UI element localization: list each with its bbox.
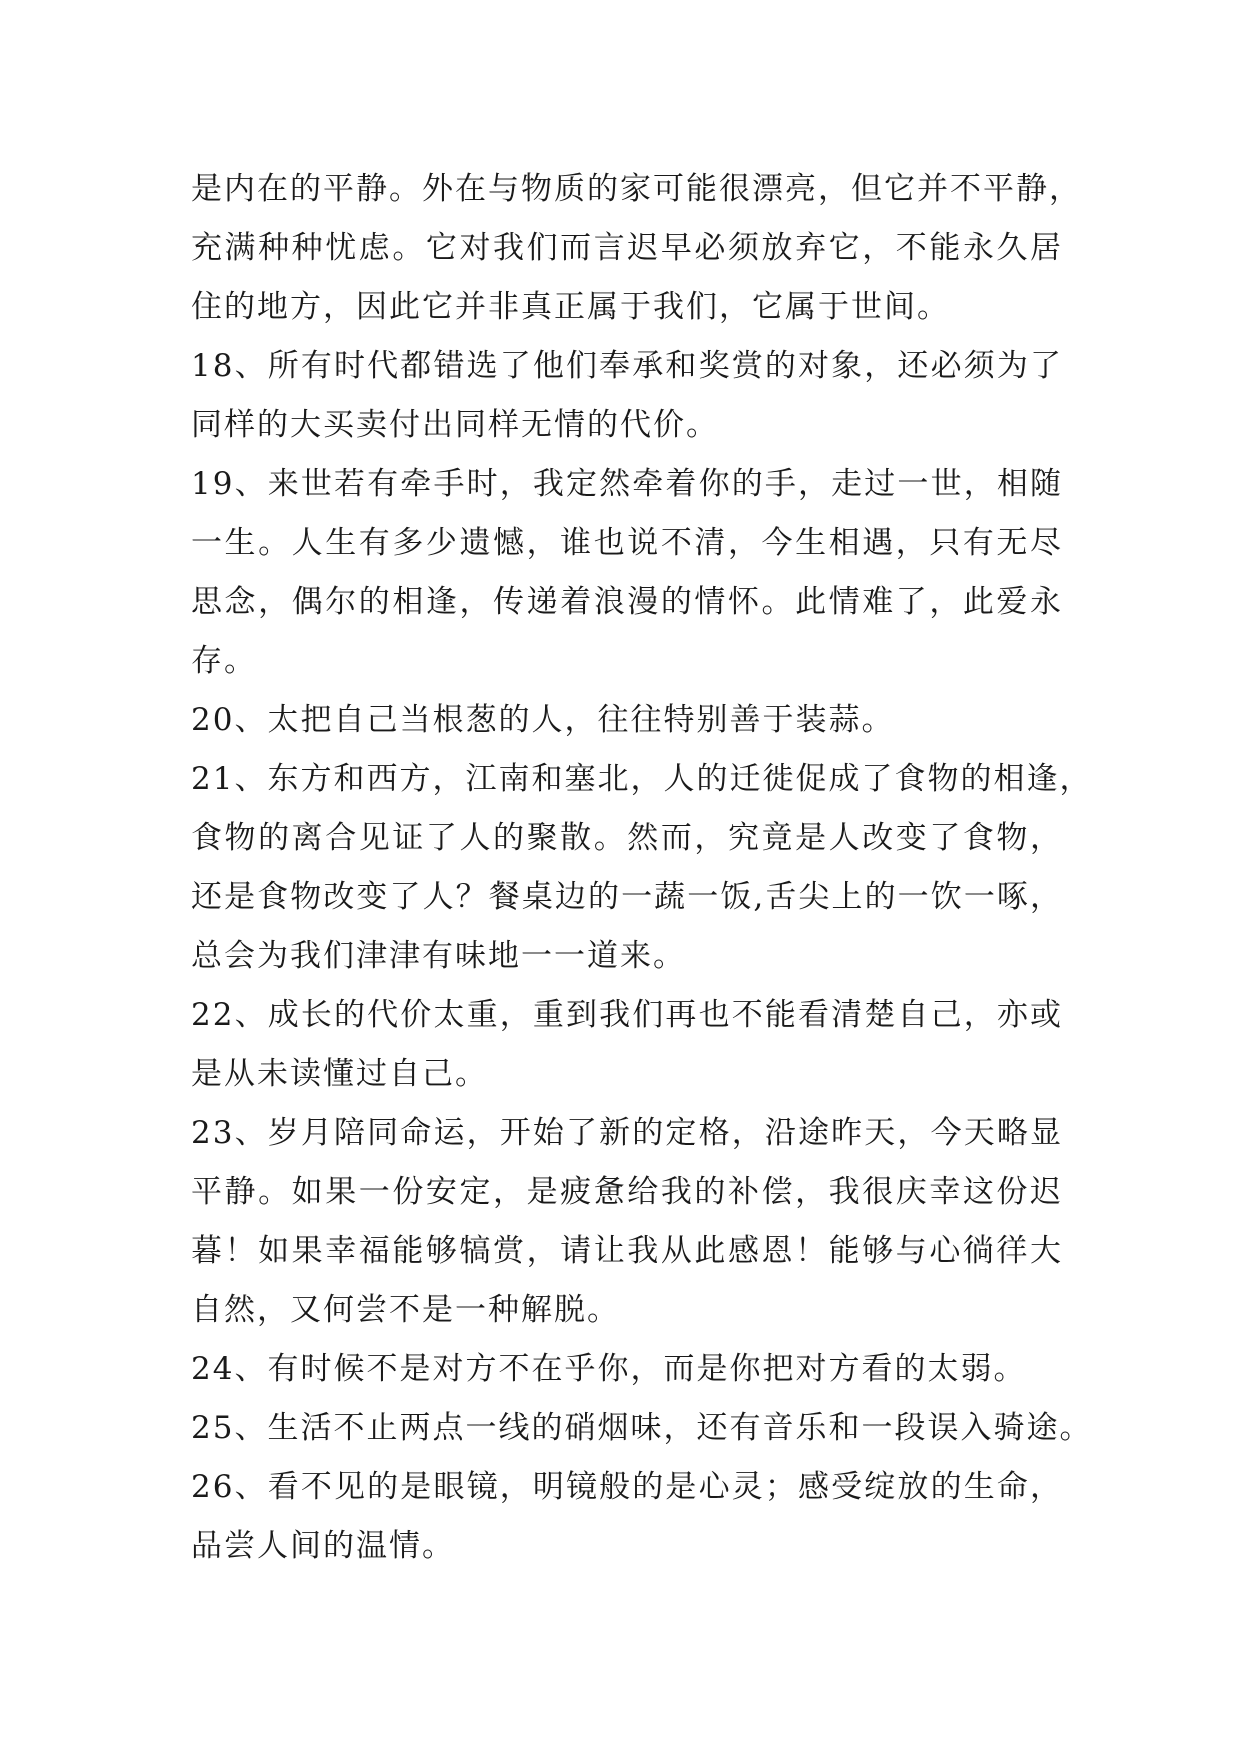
text-line: 是从未读懂过自己。 bbox=[191, 1056, 488, 1092]
paragraph bbox=[191, 1399, 1093, 1458]
text-line: 24、有时候不是对方不在乎你，而是你把对方看的太弱。 bbox=[191, 1351, 1027, 1387]
text-line: 是内在的平静。外在与物质的家可能很漂亮，但它并不平静， bbox=[191, 171, 1082, 207]
paragraph bbox=[191, 455, 1063, 691]
paragraph bbox=[191, 691, 1063, 750]
text-line: 18、所有时代都错选了他们奉承和奖赏的对象，还必须为了 bbox=[191, 348, 1063, 384]
document-body bbox=[191, 160, 1093, 1576]
text-line: 26、看不见的是眼镜，明镜般的是心灵；感受绽放的生命， bbox=[191, 1469, 1063, 1505]
paragraph bbox=[191, 1458, 1063, 1576]
paragraph bbox=[191, 337, 1063, 455]
text-line: 一生。人生有多少遗憾，谁也说不清，今生相遇，只有无尽 bbox=[191, 525, 1063, 561]
text-line: 品尝人间的温情。 bbox=[191, 1528, 455, 1564]
text-line: 充满种种忧虑。它对我们而言迟早必须放弃它，不能永久居 bbox=[191, 230, 1063, 266]
paragraph bbox=[191, 1104, 1063, 1340]
text-line: 食物的离合见证了人的聚散。然而，究竟是人改变了食物， bbox=[191, 820, 1063, 856]
paragraph bbox=[191, 986, 1063, 1104]
text-line: 23、岁月陪同命运，开始了新的定格，沿途昨天，今天略显 bbox=[191, 1115, 1063, 1151]
text-line: 21、东方和西方，江南和塞北，人的迁徙促成了食物的相逢， bbox=[191, 761, 1093, 797]
text-line: 住的地方，因此它并非真正属于我们，它属于世间。 bbox=[191, 289, 950, 325]
text-line: 25、生活不止两点一线的硝烟味，还有音乐和一段误入骑途。 bbox=[191, 1410, 1093, 1446]
text-line: 总会为我们津津有味地一一道来。 bbox=[191, 938, 686, 974]
text-line: 19、来世若有牵手时，我定然牵着你的手，走过一世，相随 bbox=[191, 466, 1063, 502]
paragraph bbox=[191, 1340, 1063, 1399]
text-line: 暮！如果幸福能够犒赏，请让我从此感恩！能够与心徜徉大 bbox=[191, 1233, 1063, 1269]
text-line: 存。 bbox=[191, 643, 257, 679]
paragraph bbox=[191, 160, 1082, 337]
text-line: 22、成长的代价太重，重到我们再也不能看清楚自己，亦或 bbox=[191, 997, 1063, 1033]
text-line: 思念，偶尔的相逢，传递着浪漫的情怀。此情难了，此爱永 bbox=[191, 584, 1063, 620]
text-line: 同样的大买卖付出同样无情的代价。 bbox=[191, 407, 719, 443]
paragraph bbox=[191, 750, 1093, 986]
text-line: 还是食物改变了人？餐桌边的一蔬一饭,舌尖上的一饮一啄， bbox=[191, 879, 1063, 915]
text-line: 平静。如果一份安定，是疲惫给我的补偿，我很庆幸这份迟 bbox=[191, 1174, 1063, 1210]
text-line: 20、太把自己当根葱的人，往往特别善于装蒜。 bbox=[191, 702, 895, 738]
text-line: 自然，又何尝不是一种解脱。 bbox=[191, 1292, 620, 1328]
